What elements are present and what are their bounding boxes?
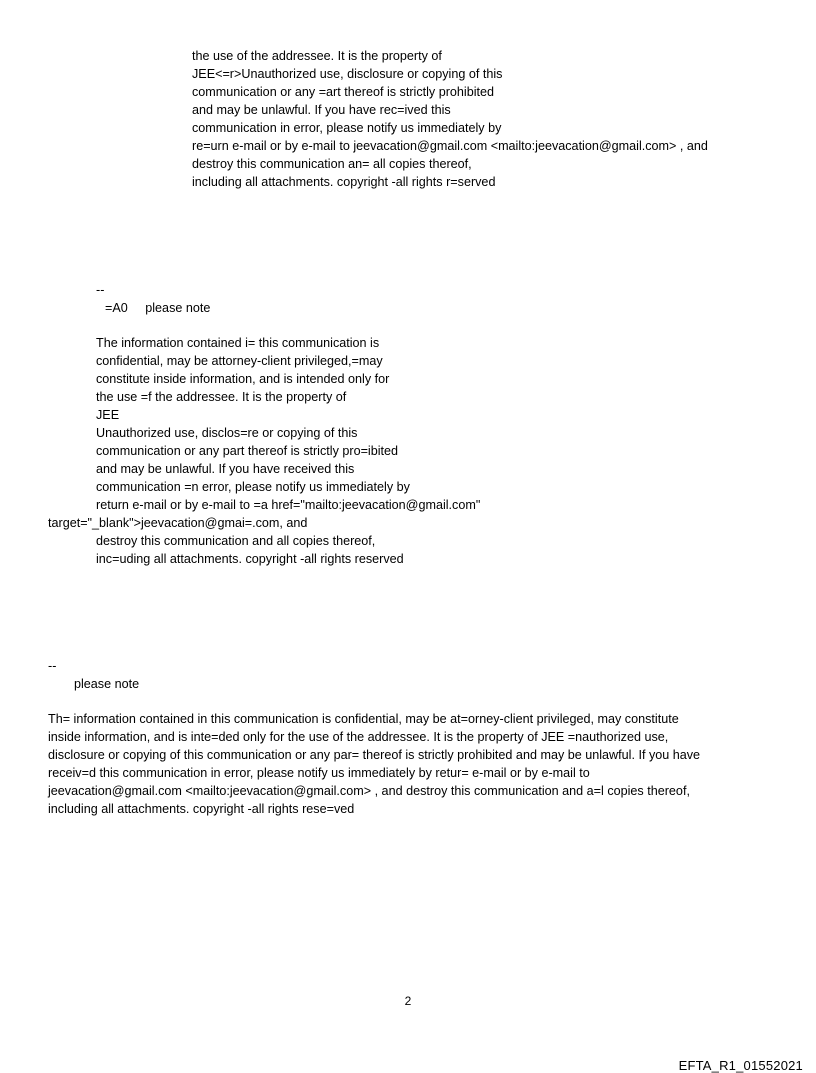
body-line: JEE	[96, 408, 120, 422]
body-line: Unauthorized use, disclos=re or copying of this	[96, 426, 358, 440]
body-line: jeevacation@gmail.com <mailto:jeevacation@gmail.com> , and destroy this communication and a=l copies thereof,	[48, 784, 690, 798]
body-line: and may be unlawful. If you have rec=ived this	[192, 103, 451, 117]
body-line: inside information, and is inte=ded only for the use of the addressee. It is the property of JEE =nauthorized use,	[48, 730, 669, 744]
separator: --	[96, 283, 105, 297]
document-id-stamp: EFTA_R1_01552021	[678, 1058, 803, 1073]
body-line: constitute inside information, and is intended only for	[96, 372, 390, 386]
body-line: return e-mail or by e-mail to =a href="mailto:jeevacation@gmail.com"	[96, 498, 481, 512]
body-line: communication in error, please notify us immediately by	[192, 121, 502, 135]
body-line: inc=uding all attachments. copyright -all rights reserved	[96, 552, 404, 566]
page-number: 2	[404, 994, 412, 1008]
body-line: disclosure or copying of this communication or any par= thereof is strictly prohibited and may be unlawful. If you have	[48, 748, 701, 762]
body-line: destroy this communication and all copies thereof,	[96, 534, 376, 548]
body-line: receiv=d this communication in error, please notify us immediately by retur= e-mail or by e-mail to	[48, 766, 590, 780]
body-line: Th= information contained in this communication is confidential, may be at=orney-client privileged, may constitute	[48, 712, 679, 726]
body-line: the use =f the addressee. It is the property of	[96, 390, 347, 404]
please-note-heading: please note	[74, 677, 140, 691]
body-line: JEE<=r>Unauthorized use, disclosure or copying of this	[192, 67, 503, 81]
body-line: including all attachments. copyright -all rights rese=ved	[48, 802, 355, 816]
please-note-heading: =A0 please note	[105, 301, 211, 315]
separator: --	[48, 659, 57, 673]
body-line: communication or any part thereof is strictly pro=ibited	[96, 444, 399, 458]
body-line-outdented: target="_blank">jeevacation@gmai=.com, and	[48, 516, 308, 530]
body-line: and may be unlawful. If you have received this	[96, 462, 355, 476]
body-line: communication =n error, please notify us immediately by	[96, 480, 410, 494]
body-line: re=urn e-mail or by e-mail to jeevacation@gmail.com <mailto:jeevacation@gmail.com> , and	[192, 139, 708, 153]
body-line: destroy this communication an= all copies thereof,	[192, 157, 472, 171]
body-line: the use of the addressee. It is the property of	[192, 49, 442, 63]
body-line: including all attachments. copyright -all rights r=served	[192, 175, 496, 189]
body-line: The information contained i= this communication is	[96, 336, 380, 350]
body-line: communication or any =art thereof is strictly prohibited	[192, 85, 495, 99]
body-line: confidential, may be attorney-client privileged,=may	[96, 354, 383, 368]
